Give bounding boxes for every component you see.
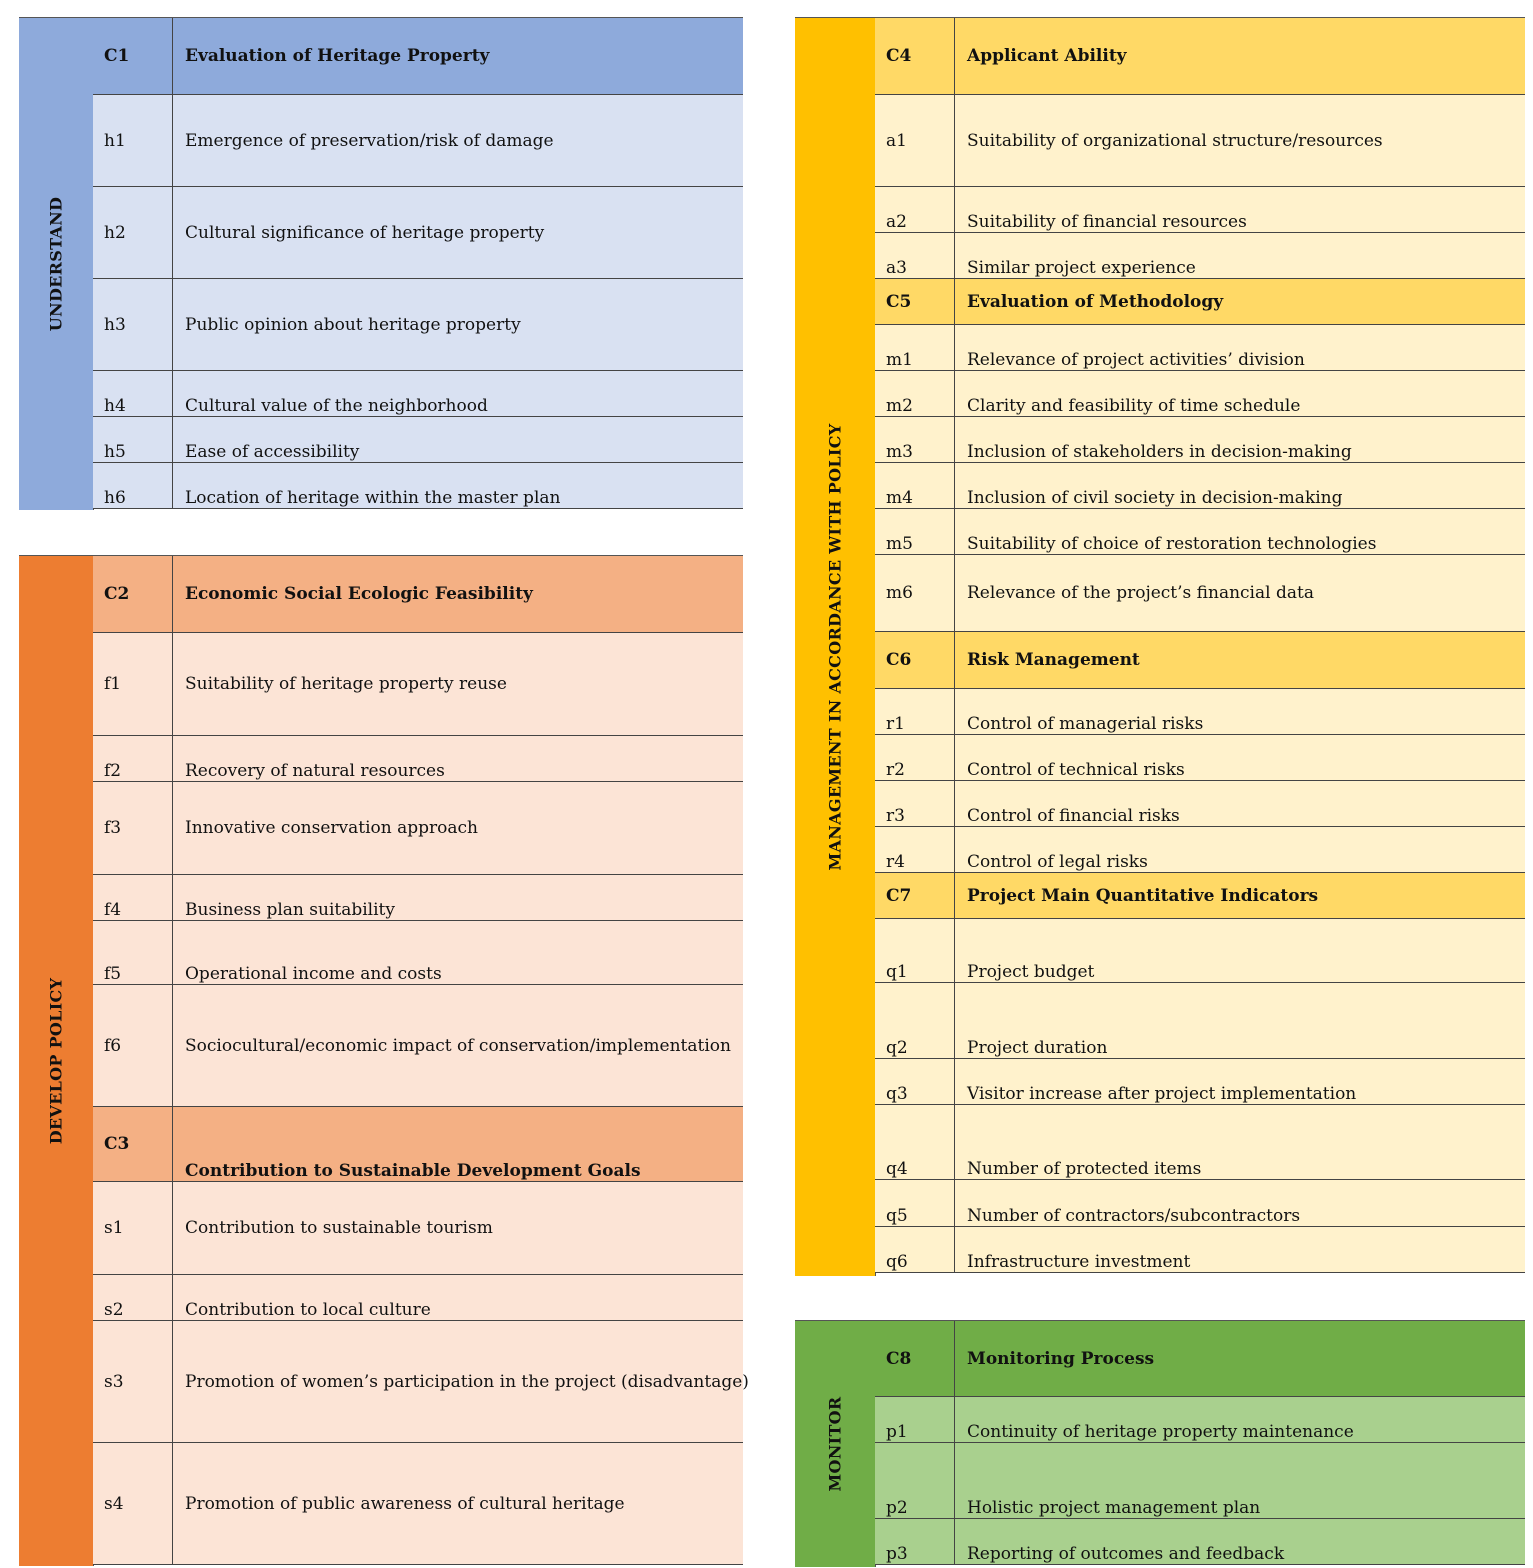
- row-label: Suitability of choice of restoration technologies: [967, 534, 1377, 554]
- row-code: C8: [886, 1348, 912, 1369]
- row-code: m4: [886, 488, 913, 508]
- table-row: [875, 1059, 1525, 1105]
- row-code: f4: [104, 900, 122, 920]
- management-table: [795, 17, 1525, 1276]
- management-side-label: MANAGEMENT IN ACCORDANCE WITH POLICY: [795, 18, 876, 1276]
- table-row: [93, 1321, 749, 1443]
- row-label: Continuity of heritage property maintenance: [967, 1422, 1354, 1442]
- row-code: h5: [104, 442, 126, 462]
- table-row: [875, 1227, 1525, 1273]
- table-row: [93, 1182, 743, 1275]
- criterion-header-row: [875, 1321, 1525, 1397]
- row-label: Contribution to Sustainable Development Goals: [185, 1161, 641, 1181]
- table-row: [875, 689, 1525, 735]
- row-code: a2: [886, 212, 907, 232]
- row-code: q6: [886, 1252, 908, 1272]
- table-row: [93, 875, 743, 921]
- row-label: Suitability of heritage property reuse: [185, 674, 507, 694]
- table-row: [93, 782, 743, 875]
- table-row: [875, 1397, 1525, 1443]
- row-code: p3: [886, 1544, 908, 1564]
- table-row: [875, 371, 1525, 417]
- table-row: [93, 371, 743, 417]
- row-label: Infrastructure investment: [967, 1252, 1191, 1272]
- row-label: Similar project experience: [967, 258, 1196, 278]
- row-label: Sociocultural/economic impact of conservation/implementation: [185, 1035, 731, 1056]
- row-code: h4: [104, 396, 126, 416]
- row-label: Cultural significance of heritage property: [185, 222, 545, 243]
- row-label: Number of protected items: [967, 1159, 1202, 1179]
- row-code: C5: [886, 291, 912, 312]
- criterion-header-row: [93, 1107, 743, 1182]
- row-label: Reporting of outcomes and feedback: [967, 1544, 1285, 1564]
- row-code: C3: [104, 1134, 130, 1154]
- row-label: Project duration: [967, 1038, 1108, 1058]
- row-label: Risk Management: [967, 650, 1140, 670]
- row-label: Control of technical risks: [967, 760, 1185, 780]
- row-code: h3: [104, 314, 126, 335]
- row-code: C6: [886, 650, 912, 670]
- criterion-header-row: [875, 279, 1525, 325]
- row-code: m3: [886, 442, 913, 462]
- row-label: Clarity and feasibility of time schedule: [967, 396, 1301, 416]
- row-label: Suitability of financial resources: [967, 212, 1247, 232]
- row-label: Control of managerial risks: [967, 714, 1204, 734]
- row-label: Relevance of the project’s financial data: [967, 583, 1314, 603]
- row-label: Ease of accessibility: [185, 442, 360, 462]
- row-label: Recovery of natural resources: [185, 761, 445, 781]
- criterion-header-row: [93, 556, 743, 633]
- understand-side-label: UNDERSTAND: [19, 18, 94, 510]
- row-label: Monitoring Process: [967, 1348, 1155, 1369]
- row-code: m1: [886, 350, 913, 370]
- table-row: [875, 1519, 1525, 1565]
- row-label: Applicant Ability: [967, 46, 1127, 66]
- row-label: Economic Social Ecologic Feasibility: [185, 584, 533, 604]
- row-code: q4: [886, 1159, 908, 1179]
- row-code: C2: [104, 584, 130, 604]
- table-row: [875, 1105, 1525, 1180]
- row-code: f3: [104, 818, 122, 838]
- row-code: h2: [104, 222, 126, 243]
- criterion-header-row: [875, 632, 1525, 689]
- table-row: [93, 736, 743, 782]
- row-code: a3: [886, 258, 907, 278]
- row-label: Project Main Quantitative Indicators: [967, 885, 1319, 906]
- row-code: f5: [104, 964, 122, 984]
- row-label: Location of heritage within the master plan: [185, 488, 561, 508]
- row-code: r2: [886, 760, 905, 780]
- row-label: Evaluation of Methodology: [967, 291, 1224, 312]
- row-label: Business plan suitability: [185, 900, 395, 920]
- row-code: p1: [886, 1422, 908, 1442]
- row-label: Contribution to local culture: [185, 1300, 431, 1320]
- row-code: q3: [886, 1084, 908, 1104]
- table-row: [93, 95, 743, 187]
- row-code: q2: [886, 1038, 908, 1058]
- row-label: Holistic project management plan: [967, 1498, 1261, 1518]
- row-label: Innovative conservation approach: [185, 818, 479, 838]
- table-row: [93, 921, 743, 985]
- row-code: q5: [886, 1206, 908, 1226]
- table-row: [875, 983, 1525, 1059]
- row-code: m2: [886, 396, 913, 416]
- table-row: [875, 919, 1525, 983]
- row-code: r1: [886, 714, 905, 734]
- table-row: [875, 233, 1525, 279]
- monitor-side-label: MONITOR: [795, 1321, 876, 1567]
- table-row: [875, 827, 1525, 873]
- row-label: Inclusion of civil society in decision-making: [967, 488, 1343, 508]
- table-row: [875, 781, 1525, 827]
- criterion-header-row: [875, 873, 1525, 919]
- table-row: [875, 555, 1525, 632]
- row-label: Public opinion about heritage property: [185, 314, 521, 335]
- table-row: [93, 463, 743, 509]
- row-code: f2: [104, 761, 122, 781]
- row-label: Project budget: [967, 962, 1095, 982]
- understand-table: [19, 17, 743, 510]
- table-row: [875, 1180, 1525, 1227]
- develop-policy-table: [19, 555, 749, 1566]
- row-label: Visitor increase after project implementation: [967, 1084, 1357, 1104]
- row-label: Relevance of project activities’ division: [967, 350, 1305, 370]
- criterion-header-row: [93, 18, 743, 95]
- row-code: s2: [104, 1300, 124, 1320]
- table-row: [875, 95, 1525, 187]
- row-code: C4: [886, 46, 912, 66]
- table-row: [93, 985, 743, 1107]
- row-code: a1: [886, 130, 907, 151]
- row-label: Control of legal risks: [967, 852, 1148, 872]
- row-code: h6: [104, 488, 126, 508]
- table-row: [875, 187, 1525, 233]
- row-code: s3: [104, 1371, 124, 1392]
- row-code: p2: [886, 1498, 908, 1518]
- table-row: [875, 1443, 1525, 1519]
- row-label: Operational income and costs: [185, 964, 442, 984]
- row-code: m5: [886, 534, 913, 554]
- row-label: Suitability of organizational structure/resources: [967, 130, 1383, 151]
- row-label: Promotion of women’s participation in the project (disadvantage): [185, 1371, 749, 1392]
- row-label: Evaluation of Heritage Property: [185, 46, 490, 66]
- table-row: [93, 1443, 743, 1565]
- row-code: r4: [886, 852, 905, 872]
- row-label: Number of contractors/subcontractors: [967, 1206, 1301, 1226]
- row-code: C7: [886, 885, 912, 906]
- row-code: s4: [104, 1493, 124, 1514]
- table-row: [93, 1275, 743, 1321]
- table-row: [93, 417, 743, 463]
- row-code: m6: [886, 583, 913, 603]
- row-code: C1: [104, 46, 130, 66]
- row-code: r3: [886, 806, 905, 826]
- row-label: Emergence of preservation/risk of damage: [185, 130, 554, 151]
- table-row: [875, 463, 1525, 509]
- row-label: Contribution to sustainable tourism: [185, 1218, 493, 1238]
- table-row: [93, 633, 743, 736]
- row-code: f6: [104, 1035, 122, 1056]
- row-code: q1: [886, 962, 908, 982]
- table-row: [875, 509, 1525, 555]
- monitor-table: [795, 1320, 1525, 1567]
- table-row: [875, 735, 1525, 781]
- develop-policy-side-label: DEVELOP POLICY: [19, 556, 94, 1566]
- row-code: f1: [104, 674, 122, 694]
- table-row: [93, 279, 743, 371]
- criterion-header-row: [875, 18, 1525, 95]
- row-label: Promotion of public awareness of cultural heritage: [185, 1493, 625, 1514]
- row-label: Inclusion of stakeholders in decision-making: [967, 442, 1352, 462]
- row-label: Cultural value of the neighborhood: [185, 396, 488, 416]
- table-row: [93, 187, 743, 279]
- table-row: [875, 417, 1525, 463]
- row-label: Control of financial risks: [967, 806, 1180, 826]
- table-row: [875, 325, 1525, 371]
- row-code: h1: [104, 130, 126, 151]
- row-code: s1: [104, 1218, 124, 1238]
